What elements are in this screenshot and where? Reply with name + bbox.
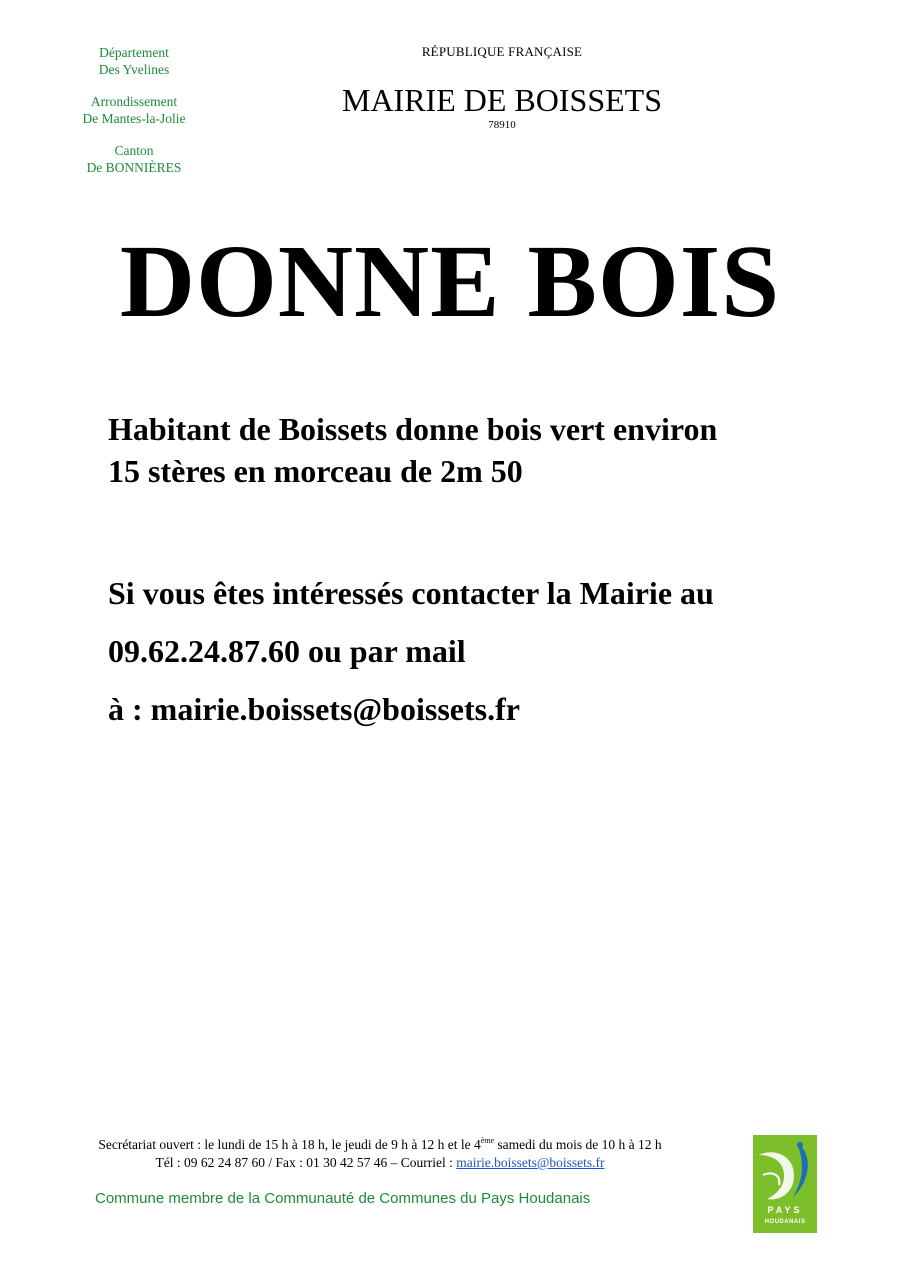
republique-label: RÉPUBLIQUE FRANÇAISE	[421, 44, 583, 59]
canton-label: Canton	[114, 143, 154, 158]
logo-houdanais-text: HOUDANAIS	[764, 1219, 806, 1225]
arrondissement-block	[54, 93, 214, 127]
arrondissement-label: Arrondissement	[90, 94, 178, 109]
postcode: 78910	[488, 119, 516, 131]
contact-prefix: Tél : 09 62 24 87 60 / Fax : 01 30 42 57 46 – Courriel :	[155, 1155, 457, 1170]
email-link[interactable]: mairie.boissets@boissets.fr	[456, 1155, 605, 1170]
letterhead	[302, 44, 702, 132]
footer-opening-hours	[30, 1136, 730, 1172]
contact-line: Si vous êtes intéressés contacter la Mairie au	[108, 575, 714, 611]
departement-name: Des Yvelines	[98, 62, 170, 77]
main-heading: DONNE BOIS	[119, 224, 781, 339]
arrondissement-name: De Mantes-la-Jolie	[82, 111, 186, 126]
pays-houdanais-logo	[753, 1135, 817, 1233]
hours-superscript: ème	[480, 1136, 495, 1145]
contact-info-line	[30, 1154, 730, 1172]
announcement-line: Habitant de Boissets donne bois vert environ	[108, 411, 718, 447]
departement-label: Département	[99, 45, 169, 60]
administrative-info	[54, 44, 214, 191]
contact-phone-line: 09.62.24.87.60 ou par mail	[108, 633, 466, 669]
contact-email-line: à : mairie.boissets@boissets.fr	[108, 691, 520, 727]
logo-pays-text: PAYS	[767, 1205, 803, 1215]
opening-hours-line	[30, 1136, 730, 1154]
hours-suffix: samedi du mois de 10 h à 12 h	[494, 1137, 662, 1152]
canton-name: De BONNIÈRES	[86, 160, 182, 175]
departement-block	[54, 44, 214, 78]
canton-block	[54, 142, 214, 176]
mairie-title: MAIRIE DE BOISSETS	[341, 82, 662, 118]
commune-membership-text: Commune membre de la Communauté de Communes du Pays Houdanais	[95, 1190, 591, 1207]
announcement-paragraph-2	[108, 564, 868, 738]
announcement-paragraph-1	[108, 408, 868, 492]
hours-prefix: Secrétariat ouvert : le lundi de 15 h à 18 h, le jeudi de 9 h à 12 h et le 4	[98, 1137, 481, 1152]
announcement-line: 15 stères en morceau de 2m 50	[108, 453, 523, 489]
